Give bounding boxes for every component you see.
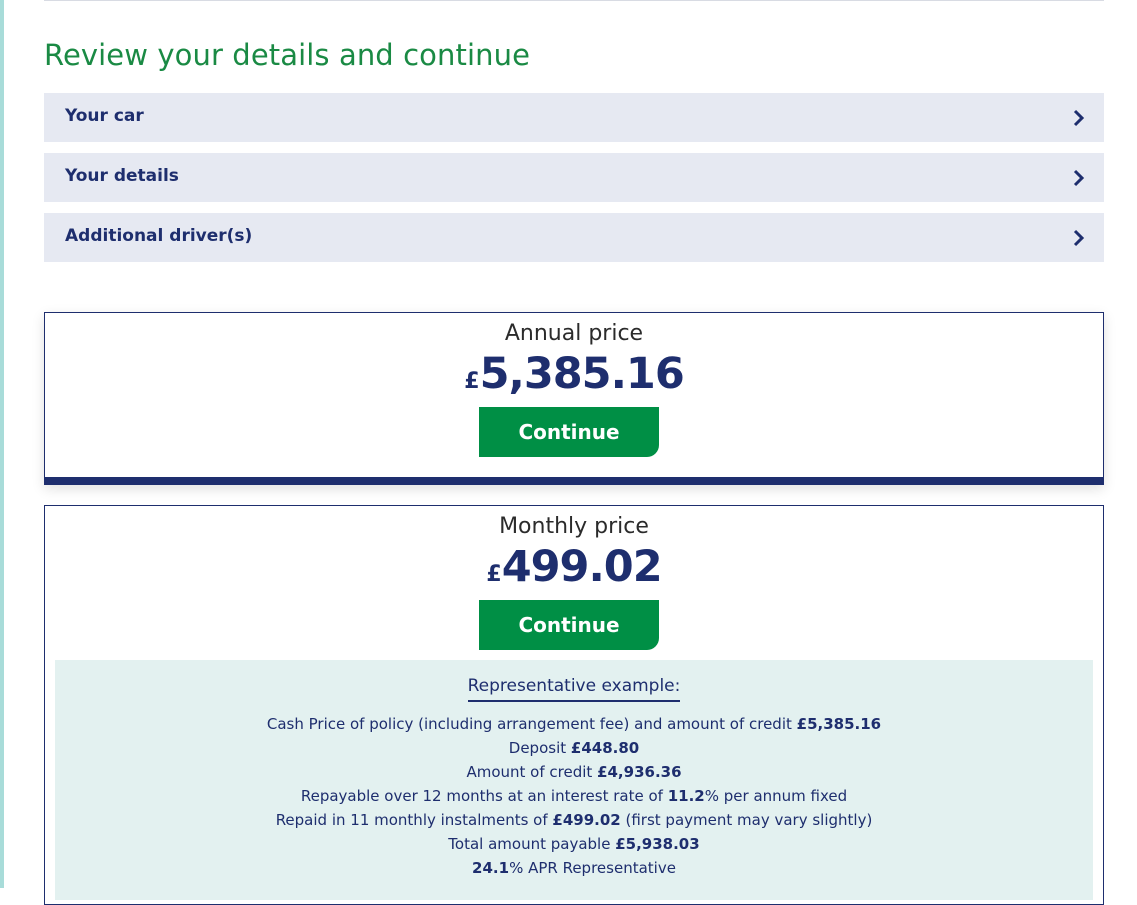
- representative-heading: [55, 676, 1093, 696]
- credit-value: £4,936.36: [597, 763, 682, 781]
- instalments-label: Repaid in 11 monthly instalments of: [275, 811, 553, 829]
- representative-details: [55, 712, 1093, 880]
- annual-price-card: [44, 312, 1104, 485]
- monthly-price-value: [45, 542, 1103, 592]
- top-divider: [44, 0, 1104, 1]
- credit-label: Amount of credit: [466, 763, 598, 781]
- instalments-line: [55, 808, 1093, 832]
- deposit-value: £448.80: [570, 739, 640, 757]
- cash-price-label: Cash Price of policy (including arrangement fee) and amount of credit: [266, 715, 797, 733]
- accordion-your-car[interactable]: [44, 93, 1104, 142]
- repayable-label: Repayable over 12 months at an interest rate of: [300, 787, 668, 805]
- total-payable-label: Total amount payable: [448, 835, 616, 853]
- currency-symbol: £: [486, 562, 502, 587]
- instalment-value: £499.02: [552, 811, 621, 829]
- cash-price-value: £5,385.16: [796, 715, 882, 733]
- interest-rate-value: 11.2: [667, 787, 705, 805]
- currency-symbol: £: [464, 369, 480, 394]
- total-payable-value: £5,938.03: [615, 835, 700, 853]
- apr-line: [55, 856, 1093, 880]
- annual-price-amount: 5,385.16: [479, 349, 684, 399]
- annual-continue-button[interactable]: Continue: [479, 407, 659, 457]
- instalments-suffix: (first payment may vary slightly): [620, 811, 873, 829]
- page-title: Review your details and continue: [44, 38, 531, 72]
- representative-example-box: [55, 660, 1093, 900]
- apr-label: % APR Representative: [509, 859, 676, 877]
- accordion-label: Additional driver(s): [65, 226, 253, 246]
- deposit-line: [55, 736, 1093, 760]
- chevron-right-icon: [1072, 229, 1086, 247]
- repayable-line: [55, 784, 1093, 808]
- apr-value: 24.1: [472, 859, 510, 877]
- annual-price-label: Annual price: [504, 321, 644, 346]
- monthly-price-label: Monthly price: [499, 514, 649, 539]
- annual-price-value: [45, 349, 1103, 399]
- cash-price-line: [55, 712, 1093, 736]
- left-accent-stripe: [0, 0, 4, 888]
- monthly-price-card: [44, 505, 1104, 905]
- total-payable-line: [55, 832, 1093, 856]
- accordion-your-details[interactable]: [44, 153, 1104, 202]
- credit-line: [55, 760, 1093, 784]
- accordion-label: Your car: [65, 106, 144, 126]
- accordion-additional-drivers[interactable]: [44, 213, 1104, 262]
- accordion-label: Your details: [65, 166, 179, 186]
- monthly-continue-button[interactable]: Continue: [479, 600, 659, 650]
- repayable-suffix: % per annum fixed: [704, 787, 848, 805]
- monthly-price-amount: 499.02: [501, 542, 662, 592]
- chevron-right-icon: [1072, 169, 1086, 187]
- deposit-label: Deposit: [508, 739, 571, 757]
- chevron-right-icon: [1072, 109, 1086, 127]
- representative-heading-text: Representative example:: [468, 676, 681, 702]
